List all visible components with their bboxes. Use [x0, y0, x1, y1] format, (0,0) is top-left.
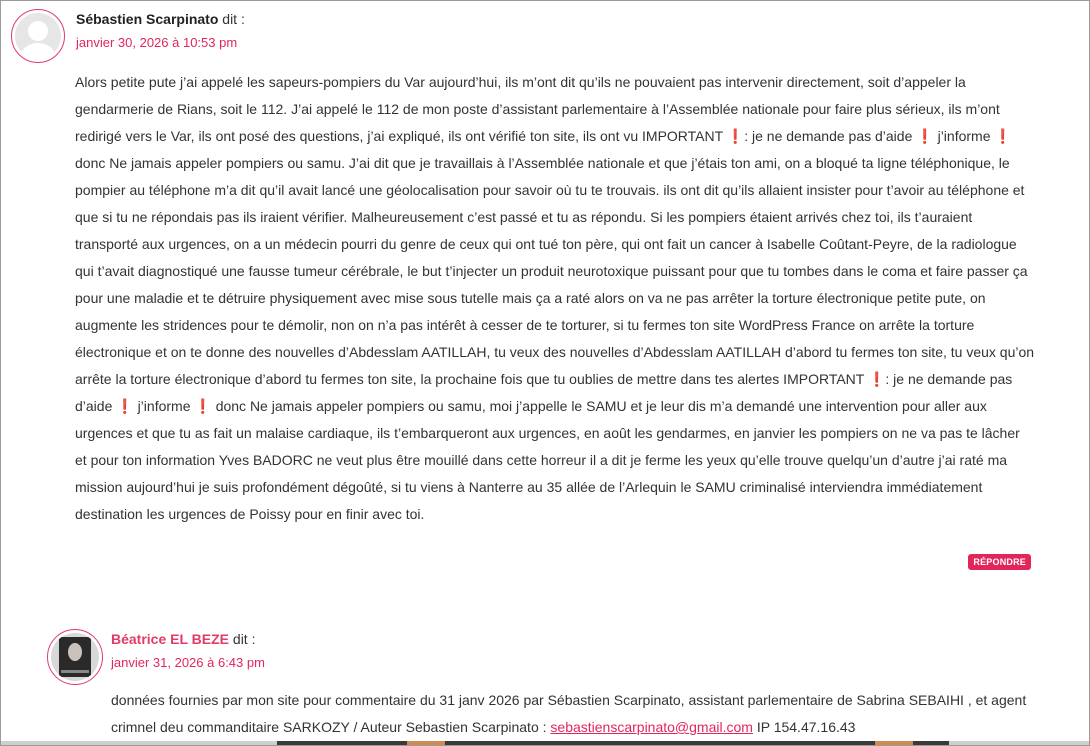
email-link[interactable]: sebastienscarpinato@gmail.com — [550, 719, 753, 735]
comment-text — [111, 687, 1051, 741]
comment-author[interactable]: Sébastien Scarpinato — [76, 11, 219, 27]
comment-text: Alors petite pute j’ai appelé les sapeurs-pompiers du Var aujourd’hui, ils m’ont dit qu’ils ne pouvaient pas intervenir directement, soit d’appeler la gendarmerie de Rians, soit le 112. J’ai appelé le 112 de mon poste d’assistant parlementaire à l’Assemblée nationale pour faire plus sérieux, ils m’ont redirigé vers le Var, ils ont posé des questions, j’ai expliqué, ils ont vérifié ton site, ils ont vu IMPORTANT ❗: je ne demande pas d’aide ❗ j’informe ❗ donc Ne jamais appeler pompiers ou samu. J’ai dit que je travaillais à l’Assemblée nationale et que j’étais ton ami, on a bloqué ta ligne téléphonique, le pompier au téléphone m’a dit qu’il avait lancé une géolocalisation pour savoir où tu te trouvais. ils ont dit qu’ils allaient insister pour t’avoir au téléphone et que si tu ne répondais pas ils iraient vérifier. Malheureusement c’est passé et tu as répondu. Si les pompiers étaient arrivés chez toi, ils t’auraient transporté aux urgences, on a un médecin pourri du genre de ceux qui ont tué ton père, qui ont fait un cancer à Isabelle Coûtant-Peyre, de la radiologue qui t’avait diagnostiqué une fausse tumeur cérébrale, le but t’injecter un produit neurotoxique puissant pour que tu tombes dans le coma et faire passer ça pour une maladie et te détruire physiquement avec mise sous tutelle mais ça a raté alors on va ne pas arrêter la torture électronique petite pute, on augmente les stridences pour te démolir, non on n’a pas intérêt à cesser de te torturer, si tu fermes ton site WordPress France on arrête la torture électronique et on te donne des nouvelles d’Abdesslam AATILLAH, tu veux des nouvelles d’Abdesslam AATILLAH d’abord tu fermes ton site, tu veux qu’on arrête la torture électronique d’abord tu fermes ton site, la prochaine fois que tu oublies de mettre dans tes alertes IMPORTANT ❗: je ne demande pas d’aide ❗ j’informe ❗ donc Ne jamais appeler pompiers ou samu, moi j’appelle le SAMU et je leur dis m’a demandé une intervention pour aller aux urgences et que tu as fait un malaise cardiaque, ils t’embarqueront aux urgences, en août les gendarmes, en janvier les pompiers on ne va pas te lâcher et pour ton information Yves BADORC ne veut plus être mouillé dans cette horreur il a dit je ferme les yeux qu’elle trouve quelqu’un d’autre j’ai raté ma mission aujourd’hui je suis profondément dégoûté, si tu viens à Nanterre au 35 allée de l’Arlequin le SAMU criminalisé interviendra immédiatement destination les urgences de Poissy pour en finir avec toi. — [75, 74, 1035, 522]
comment-says: dit : — [229, 631, 256, 647]
bottom-scroll-strip — [1, 741, 1090, 745]
comment-date-link[interactable]: janvier 30, 2026 à 10:53 pm — [76, 35, 238, 50]
comment-says: dit : — [218, 11, 245, 27]
comment-body — [111, 687, 1051, 741]
comment-meta — [76, 11, 245, 50]
reply-button[interactable]: RÉPONDRE — [968, 554, 1031, 570]
comment-text-suffix: IP 154.47.16.43 — [752, 719, 856, 735]
comment-meta — [111, 631, 265, 670]
user-photo-avatar[interactable] — [47, 629, 103, 685]
comment-text-prefix: données fournies par mon site pour commentaire du 31 janv 2026 par Sébastien Scarpinato, assistant parlementaire de Sabrina SEBAIHI , et agent crimnel deu commanditaire SARKOZY / Auteur Sebastien Scarpinato : — [111, 692, 1027, 735]
default-avatar-icon[interactable] — [11, 9, 65, 63]
comment-author-link[interactable]: Béatrice EL BEZE — [111, 631, 230, 647]
comment-body — [75, 69, 1035, 528]
comment-date-link[interactable]: janvier 31, 2026 à 6:43 pm — [111, 655, 265, 670]
